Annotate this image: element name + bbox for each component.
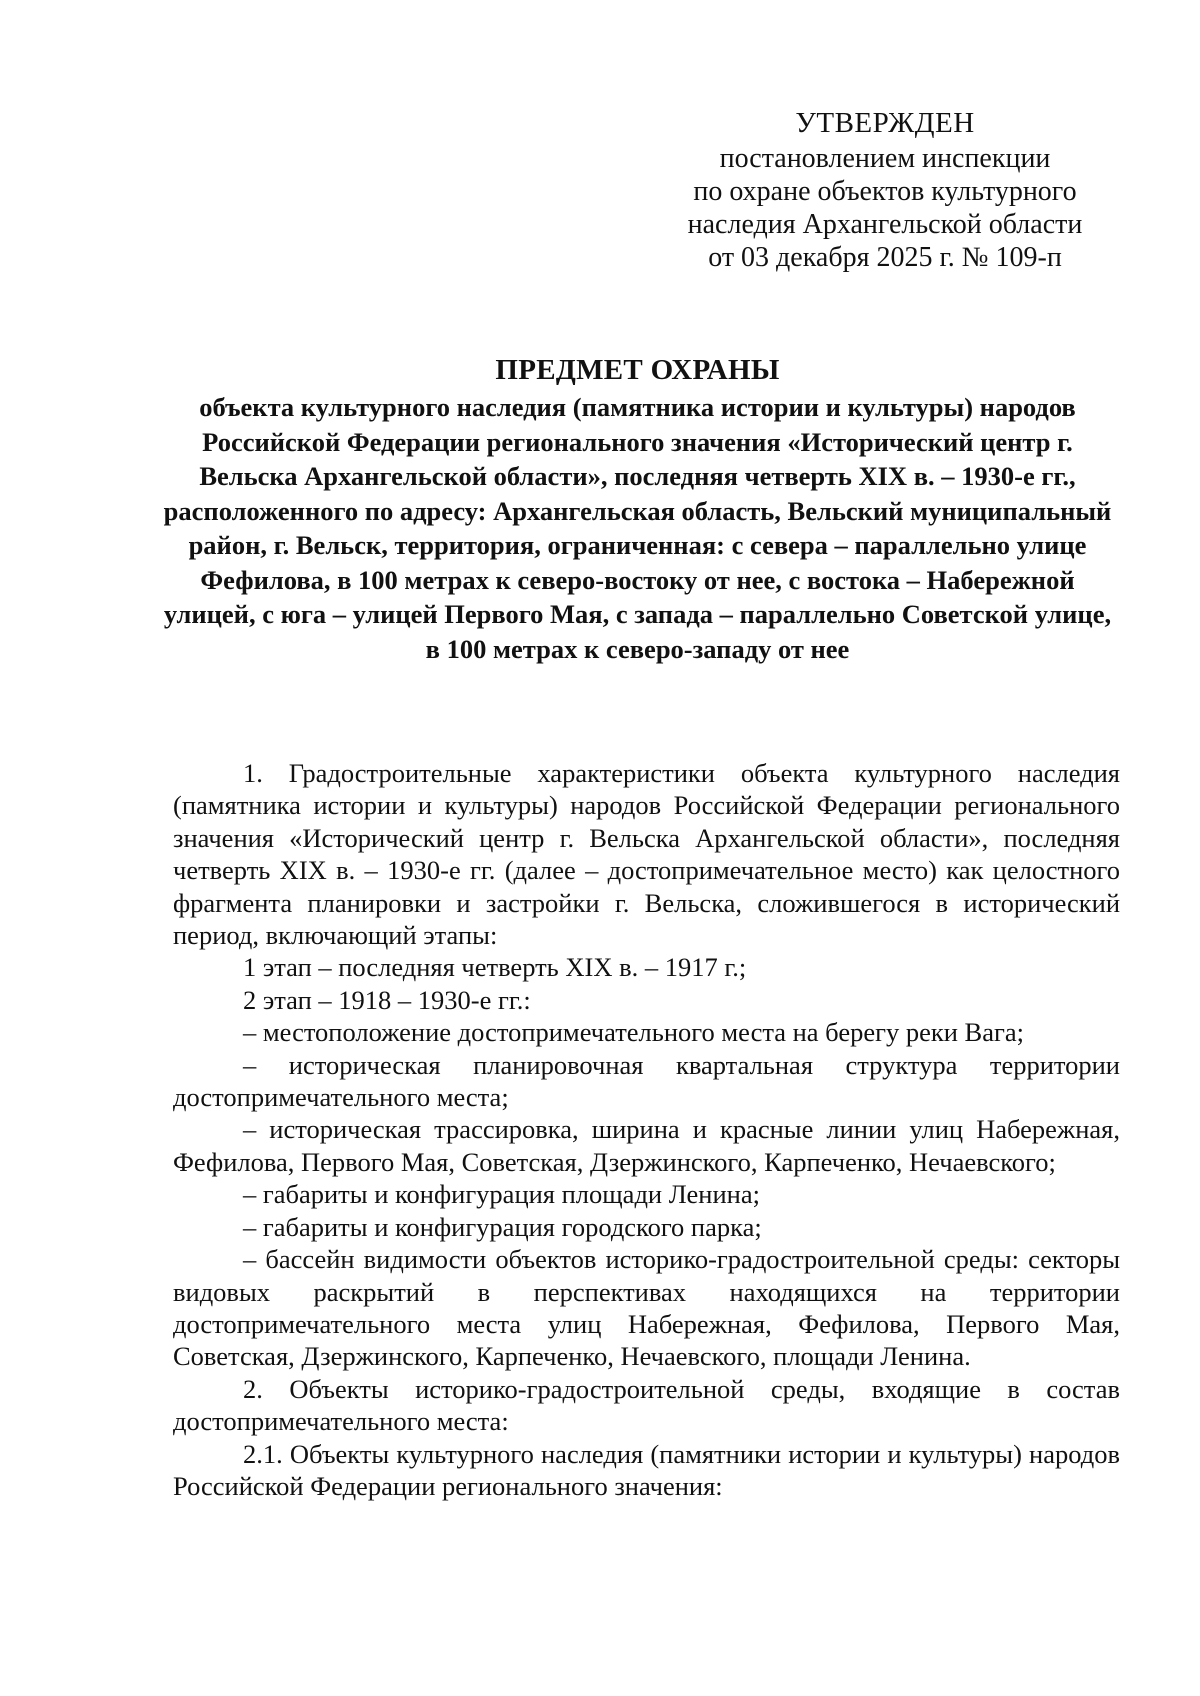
approval-stamp-block (650, 107, 1120, 274)
list-item: – габариты и конфигурация городского парка; (243, 1211, 762, 1242)
body-paragraph: 2 этап – 1918 – 1930-е гг.: (243, 984, 531, 1015)
body-paragraph: 1. Градостроительные характеристики объекта культурного наследия (памятника истории и культуры) народов Российской Федерации регионального значения «Исторический центр г. Вельска Архангельской области», последняя четверть XIX в. – 1930-е гг. (далее – достопримечательное место) как целостного фрагмента планировки и застройки г. Вельска, сложившегося в исторический период, включающий этапы: (173, 758, 1120, 951)
list-item: – историческая планировочная квартальная структура территории достопримечательного места; (173, 1049, 1120, 1113)
body-paragraph: 1 этап – последняя четверть XIX в. – 1917 г.; (243, 952, 747, 983)
document-heading (160, 352, 1115, 666)
document-title: ПРЕДМЕТ ОХРАНЫ (495, 354, 780, 386)
approval-line: наследия Архангельской области (687, 209, 1083, 240)
body-paragraph: 2. Объекты историко-градостроительной среды, входящие в состав достопримечательного места: (173, 1373, 1120, 1437)
document-subtitle: объекта культурного наследия (памятника истории и культуры) народов Российской Федерации регионального значения «Исторический центр г. Вельска Архангельской области», последняя четверть XIX в. – 1930-е гг., расположенного по адресу: Архангельская область, Вельский муниципальный район, г. Вельск, территория, ограниченная: с севера – параллельно улице Фефилова, в 100 метрах к северо-востоку от нее, с востока – Набережной улицей, с юга – улицей Первого Мая, с запада – параллельно Советской улице, в 100 метрах к северо-западу от нее (163, 392, 1112, 664)
list-item: – бассейн видимости объектов историко-градостроительной среды: секторы видовых раскрытий в перспективах находящихся на территории достопримечательного места улиц Набережная, Фефилова, Первого Мая, Советская, Дзержинского, Карпеченко, Нечаевского, площади Ленина. (173, 1244, 1120, 1372)
approval-line: постановлением инспекции (719, 143, 1051, 174)
list-item: – габариты и конфигурация площади Ленина; (243, 1179, 760, 1210)
document-body (173, 757, 1120, 1502)
list-item: – историческая трассировка, ширина и красные линии улиц Набережная, Фефилова, Первого Мая, Советская, Дзержинского, Карпеченко, Нечаевского; (173, 1114, 1120, 1177)
approval-line: по охране объектов культурного (693, 176, 1077, 207)
approval-date-number: от 03 декабря 2025 г. № 109-п (708, 242, 1062, 273)
approval-title: УТВЕРЖДЕН (795, 107, 975, 139)
body-paragraph: 2.1. Объекты культурного наследия (памятники истории и культуры) народов Российской Федерации регионального значения: (173, 1438, 1120, 1501)
list-item: – местоположение достопримечательного места на берегу реки Вага; (243, 1017, 1024, 1048)
